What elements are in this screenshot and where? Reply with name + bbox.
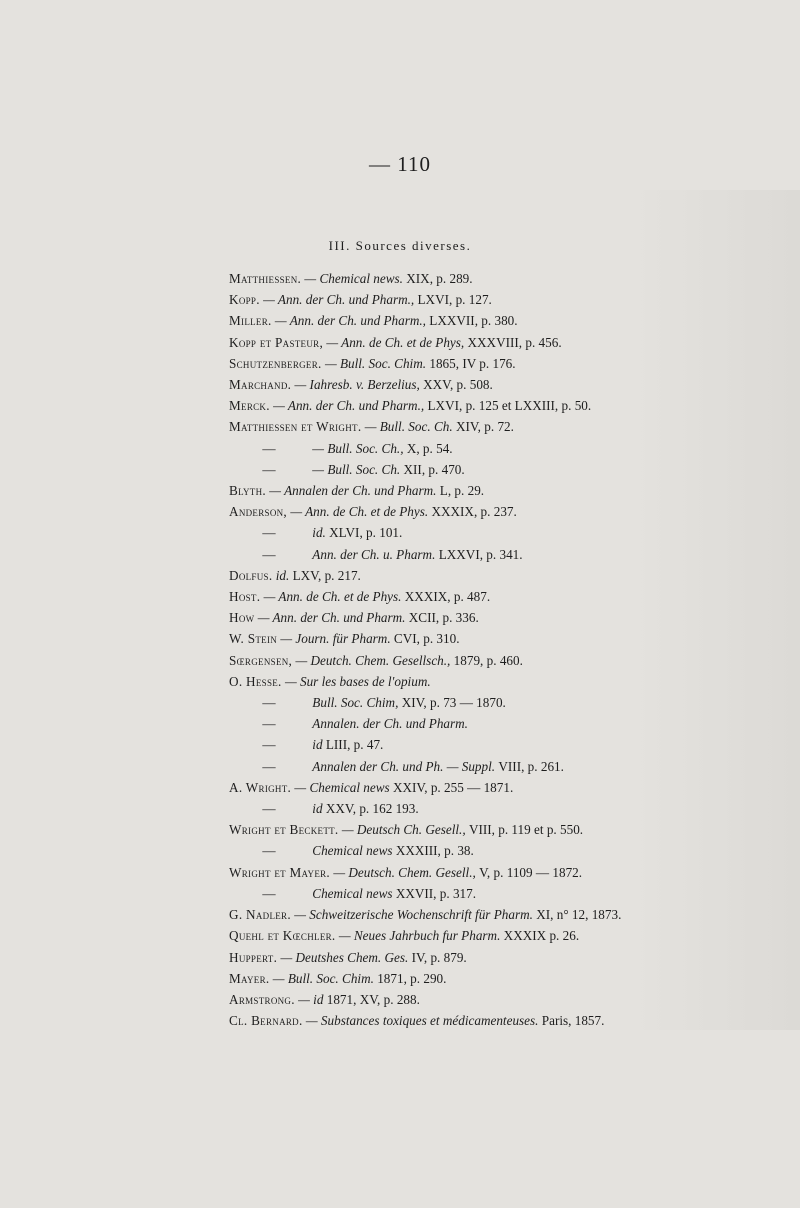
reference-entry xyxy=(229,840,684,861)
reference-source: — Neues Jahrbuch fur Pharm. xyxy=(338,928,501,944)
reference-source: id xyxy=(312,801,323,817)
reference-source: — Deutsch Ch. Gesell., xyxy=(341,822,466,838)
reference-source: Bull. Soc. Chim, xyxy=(312,695,399,711)
reference-author: Schutzenberger. xyxy=(229,355,322,371)
reference-source: — id xyxy=(298,991,324,1007)
reference-author: Wright et Mayer. xyxy=(229,864,331,880)
reference-source: — Chemical news. xyxy=(304,271,403,286)
reference-author: Miller. xyxy=(229,313,272,329)
reference-source: — Ann. der Ch. und Pharm. xyxy=(257,610,406,626)
reference-citation: XXV, p. 508. xyxy=(423,377,493,393)
reference-author: Kopp. xyxy=(229,292,260,308)
reference-entry xyxy=(229,1010,684,1031)
reference-author: — xyxy=(262,440,276,456)
reference-entry xyxy=(229,586,684,607)
reference-citation: XCII, p. 336. xyxy=(408,610,479,626)
reference-citation: XIV, p. 72. xyxy=(455,419,514,435)
reference-entry xyxy=(229,628,684,649)
reference-author: Marchand. xyxy=(229,377,292,393)
reference-citation: V, p. 1109 — 1872. xyxy=(479,864,583,880)
reference-citation: XXXVIII, p. 456. xyxy=(467,334,562,350)
reference-citation: 1865, IV p. 176. xyxy=(429,355,516,371)
reference-entry xyxy=(229,289,684,310)
reference-source: — Bull. Soc. Chim. xyxy=(272,970,374,986)
reference-author: Merck. xyxy=(229,398,270,414)
reference-author: Mayer. xyxy=(229,970,270,986)
reference-author: Host. xyxy=(229,589,261,605)
reference-source: Chemical news xyxy=(312,885,393,901)
reference-source: — Substances toxiques et médicamenteuses. xyxy=(305,1013,539,1029)
reference-author: — xyxy=(262,737,276,753)
reference-entry xyxy=(229,438,684,459)
reference-author: Matthiessen. xyxy=(229,271,302,286)
reference-source: id xyxy=(312,737,323,753)
reference-author: — xyxy=(262,461,276,477)
reference-author: Anderson, xyxy=(229,504,288,520)
reference-source: id. xyxy=(312,525,326,541)
reference-source: — Bull. Soc. Chim. xyxy=(324,355,427,371)
reference-entry xyxy=(229,459,684,480)
reference-source: — Sur les bases de l'opium. xyxy=(284,673,431,689)
reference-source: Annalen der Ch. und Ph. — Suppl. xyxy=(312,758,496,774)
reference-entry xyxy=(229,480,684,501)
reference-entry xyxy=(229,374,684,395)
reference-source: Chemical news xyxy=(312,843,393,859)
reference-author: Blyth. xyxy=(229,483,266,499)
reference-citation: XLVI, p. 101. xyxy=(329,525,403,541)
reference-author: A. Wright. xyxy=(229,779,292,795)
reference-author: — xyxy=(262,695,276,711)
page-number: — 110 xyxy=(369,152,431,176)
reference-entry xyxy=(229,671,684,692)
reference-entry xyxy=(229,416,684,437)
section-title: III. Sources diverses. xyxy=(328,238,472,253)
reference-source: Annalen. der Ch. und Pharm. xyxy=(312,716,468,732)
reference-entry xyxy=(229,607,684,628)
reference-citation: 1879, p. 460. xyxy=(453,652,523,668)
reference-citation: XXXIX, p. 237. xyxy=(431,504,517,520)
reference-source: — Bull. Soc. Ch. xyxy=(312,461,401,477)
reference-citation: VIII, p. 261. xyxy=(498,758,564,774)
reference-entry xyxy=(229,544,684,565)
reference-source: — Deutsch. Chem. Gesell., xyxy=(333,864,476,880)
reference-citation: X, p. 54. xyxy=(406,440,453,456)
reference-author: Dolfus. xyxy=(229,567,273,583)
reference-citation: VIII, p. 119 et p. 550. xyxy=(468,822,584,838)
reference-citation: XXXIX, p. 487. xyxy=(404,589,491,605)
reference-entry xyxy=(229,692,684,713)
reference-author: — xyxy=(262,546,276,562)
reference-source: — Ann. de Ch. et de Phys. xyxy=(263,589,402,605)
reference-entry xyxy=(229,968,684,989)
reference-citation: XXXIX p. 26. xyxy=(503,928,580,944)
reference-source: — Deutch. Chem. Gesellsch., xyxy=(295,652,451,668)
reference-author: Quehl et Kœchler. xyxy=(229,928,336,944)
reference-author: How xyxy=(229,610,255,626)
reference-entry xyxy=(229,650,684,671)
reference-citation: CVI, p. 310. xyxy=(393,631,460,647)
reference-entry xyxy=(229,883,684,904)
reference-source: — Ann. de Ch. et de Phys, xyxy=(326,334,465,350)
reference-citation: XXXIII, p. 38. xyxy=(395,843,474,859)
reference-author: Matthiessen et Wright. xyxy=(229,419,362,435)
reference-entry xyxy=(229,819,684,840)
reference-citation: IV, p. 879. xyxy=(411,949,467,965)
reference-source: — Bull. Soc. Ch., xyxy=(312,440,404,456)
reference-citation: LXVI, p. 127. xyxy=(417,292,492,308)
reference-citation: XXV, p. 162 193. xyxy=(325,801,419,817)
reference-author: G. Nadler. xyxy=(229,907,291,923)
reference-citation: LXV, p. 217. xyxy=(292,567,361,583)
reference-citation: XI, n° 12, 1873. xyxy=(536,907,622,923)
reference-entry xyxy=(229,565,684,586)
reference-source: Ann. der Ch. u. Pharm. xyxy=(312,546,436,562)
reference-author: — xyxy=(262,885,276,901)
reference-citation: XXIV, p. 255 — 1871. xyxy=(392,779,514,795)
reference-author: — xyxy=(262,843,276,859)
reference-author: — xyxy=(262,758,276,774)
reference-source: — Deutshes Chem. Ges. xyxy=(280,949,409,965)
reference-citation: XII, p. 470. xyxy=(403,461,465,477)
reference-entry xyxy=(229,332,684,353)
reference-source: — Iahresb. v. Berzelius, xyxy=(294,377,420,393)
reference-entry xyxy=(229,947,684,968)
reference-author: O. Hesse. xyxy=(229,673,282,689)
reference-author: Cl. Bernard. xyxy=(229,1013,303,1029)
reference-author: Huppert. xyxy=(229,949,278,965)
reference-entry xyxy=(229,268,684,289)
reference-entry xyxy=(229,734,684,755)
reference-citation: XIX, p. 289. xyxy=(406,271,473,286)
reference-source: — Ann. de Ch. et de Phys. xyxy=(290,504,429,520)
reference-author: — xyxy=(262,716,276,732)
reference-entry xyxy=(229,353,684,374)
reference-author: W. Stein xyxy=(229,631,278,647)
reference-source: — Bull. Soc. Ch. xyxy=(364,419,453,435)
reference-list xyxy=(229,268,684,1031)
reference-author: Armstrong. xyxy=(229,991,295,1007)
reference-citation: L, p. 29. xyxy=(439,483,485,499)
reference-source: — Journ. für Pharm. xyxy=(280,631,391,647)
reference-entry xyxy=(229,925,684,946)
reference-entry xyxy=(229,777,684,798)
reference-author: Kopp et Pasteur, xyxy=(229,334,324,350)
reference-entry xyxy=(229,989,684,1010)
reference-citation: LXXVII, p. 380. xyxy=(429,313,518,329)
reference-entry xyxy=(229,310,684,331)
reference-author: Sœrgensen, xyxy=(229,652,293,668)
reference-entry xyxy=(229,862,684,883)
reference-source: — Ann. der Ch. und Pharm., xyxy=(274,313,426,329)
reference-citation: Paris, 1857. xyxy=(541,1013,605,1029)
reference-citation: 1871, XV, p. 288. xyxy=(326,991,420,1007)
reference-entry xyxy=(229,501,684,522)
reference-entry xyxy=(229,798,684,819)
reference-source: id. xyxy=(275,567,290,583)
reference-entry xyxy=(229,756,684,777)
reference-source: — Ann. der Ch. und Pharm., xyxy=(273,398,425,414)
reference-source: — Chemical news xyxy=(294,779,390,795)
reference-citation: LXXVI, p. 341. xyxy=(438,546,523,562)
reference-citation: 1871, p. 290. xyxy=(377,970,447,986)
reference-citation: LIII, p. 47. xyxy=(325,737,384,753)
reference-entry xyxy=(229,713,684,734)
reference-author: — xyxy=(262,525,276,541)
reference-entry xyxy=(229,522,684,543)
reference-citation: XIV, p. 73 — 1870. xyxy=(401,695,506,711)
reference-citation: LXVI, p. 125 et LXXIII, p. 50. xyxy=(427,398,592,414)
reference-citation: XXVII, p. 317. xyxy=(395,885,477,901)
reference-entry xyxy=(229,904,684,925)
reference-entry xyxy=(229,395,684,416)
reference-source: — Annalen der Ch. und Pharm. xyxy=(269,483,437,499)
reference-source: — Schweitzerische Wochenschrift für Pharm. xyxy=(294,907,533,923)
reference-author: — xyxy=(262,801,276,817)
reference-author: Wright et Beckett. xyxy=(229,822,339,838)
reference-source: — Ann. der Ch. und Pharm., xyxy=(263,292,415,308)
